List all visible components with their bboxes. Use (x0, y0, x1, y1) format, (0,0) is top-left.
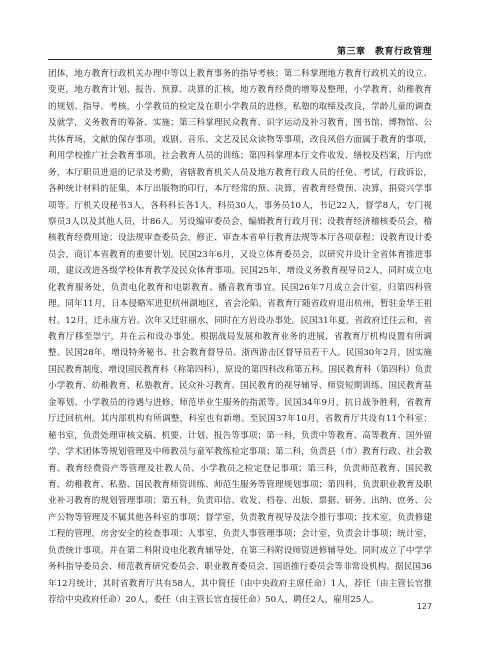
body-paragraph: 团体，地方教育行政机关办理中等以上教育事务的指导考核；第二科掌理地方教育行政机关的设立、变更，地方教育计划、报告、预算、决算的汇核，地方教育经费的增筹及整理，小学教育、幼稚教育的规划、指导、考核，小学教员的检定及在职小学教员的进修，私塾的取缔及改良，学龄儿童的调查及就学，义务教育的筹备、实施；第三科掌理民众教育、识字运动及补习教育，图书馆、博物馆、公共体育场，文献的保存事项，戏剧、音乐、文艺及民众读物等事项，改良风俗方面属于教育的事项，利用学校推广社会教育事项，社会教育人员的训练；第四科掌理本厅文件收发、缮校及档案，厅内庶务，本厅职员进退的记录及考勤，省辖教育机关人员及地方教育行政人员的任免、考试，行政诉讼，各种统计材料的征集，本厅出版物的印行，本厅经常的预、决算，省教育经费预、决算，捐资兴学事项等。厅机关设秘书3人，各科科长各1人，科员30人，事务员10人，书记22人，督学8人，专门视察员3人以及其他人员，计86人。另设编审委员会，编辑教育行政月刊；设教育经济稽核委员会，稽核教育经费用途；设法规审查委员会，修正、审查本省单行教育法规等本厅各项章程；设教育设计委员会，商订本省教育的重要计划。民国23年6月，又设立体育委员会，以研究并设计全省体育推进事项，建议改进各级学校体育教学及民众体育事项。民国25年，增设义务教育视导员2人，同时成立电化教育服务处，负责电化教育和电影教育、播音教育事宜。民国26年7月成立会计室，归第四科管理。同年11月，日本侵略军进犯杭州湖地区，省会沦陷，省教育厅随省政府退出杭州，暂驻金华王祖村。12月，迁永康方岩。次年又迁驻丽水，同时在方岩设办事处。民国31年夏，省政府迁往云和，省教育厅移至崇宁，并在云和设办事处。根据战局发展和教育业务的进展，省教育厅机构设置有所调整。民国28年，增设特务秘书、社会教育督导员、浙西游击区督导员若干人。民国30年2月，因实施国民教育制度，增设国民教育科（称第四科），原设的第四科改称第五科。国民教育科（第四科）负责小学教育、幼稚教育、私塾教育、民众补习教育、国民教育的视导辅导、师资短期训练、国民教育基金筹划、小学教员的待遇与进修、师范毕业生服务的指派等。民国34年9月，抗日战争胜利，省教育厅迁回杭州。其内部机构有所调整，科室也有新增。至民国37年10月，省教育厅共设有11个科室：秘书室，负责处理审核文稿、机要、计划、报告等事项；第一科，负责中等教育、高等教育、国外留学、学术团体等规划管理及中师教员与童军教练检定事项；第二科，负责县（市）教育行政、社会教育、教育经费资产等管理及社教人员、小学教员之检定登记事项；第三科，负责师范教育、国民教育、幼稚教育、私塾、国民教育师资训练、师范生服务等管理规划事项；第四科，负责职业教育及职业补习教育的规划管理事项；第五科，负责印信、收发、档卷、出版、票据、研务、出纳、庶务、公产公物等管理及不属其他各科室的事项；督学室，负责教育视导及法令推行事项；技术室，负责修建工程的管理，房舍安全的检查事项；人事室，负责人事管理事项；会计室，负责会计事项；统计室，负责统计事项。并在第二科附设电化教育辅导处，在第三科附设师资进修辅导处。同时成立了中学学务科指导委员会、师范教育研究委员会、职业教育委员会、国语推行委员会等非常设机构。据民国36年12月统计，其时省教育厅共有58人，其中简任（由中央政府主席任命）1人，荐任（由主管长官推荐给中央政府任命）20人，委任（由主管长官直接任命）50人，聘任2人，雇用25人。 (48, 69, 432, 605)
header-rule (48, 59, 432, 60)
running-header: 第三章 教育行政管理 (336, 47, 432, 57)
page-number: 127 (416, 602, 432, 611)
body-text (48, 66, 432, 605)
